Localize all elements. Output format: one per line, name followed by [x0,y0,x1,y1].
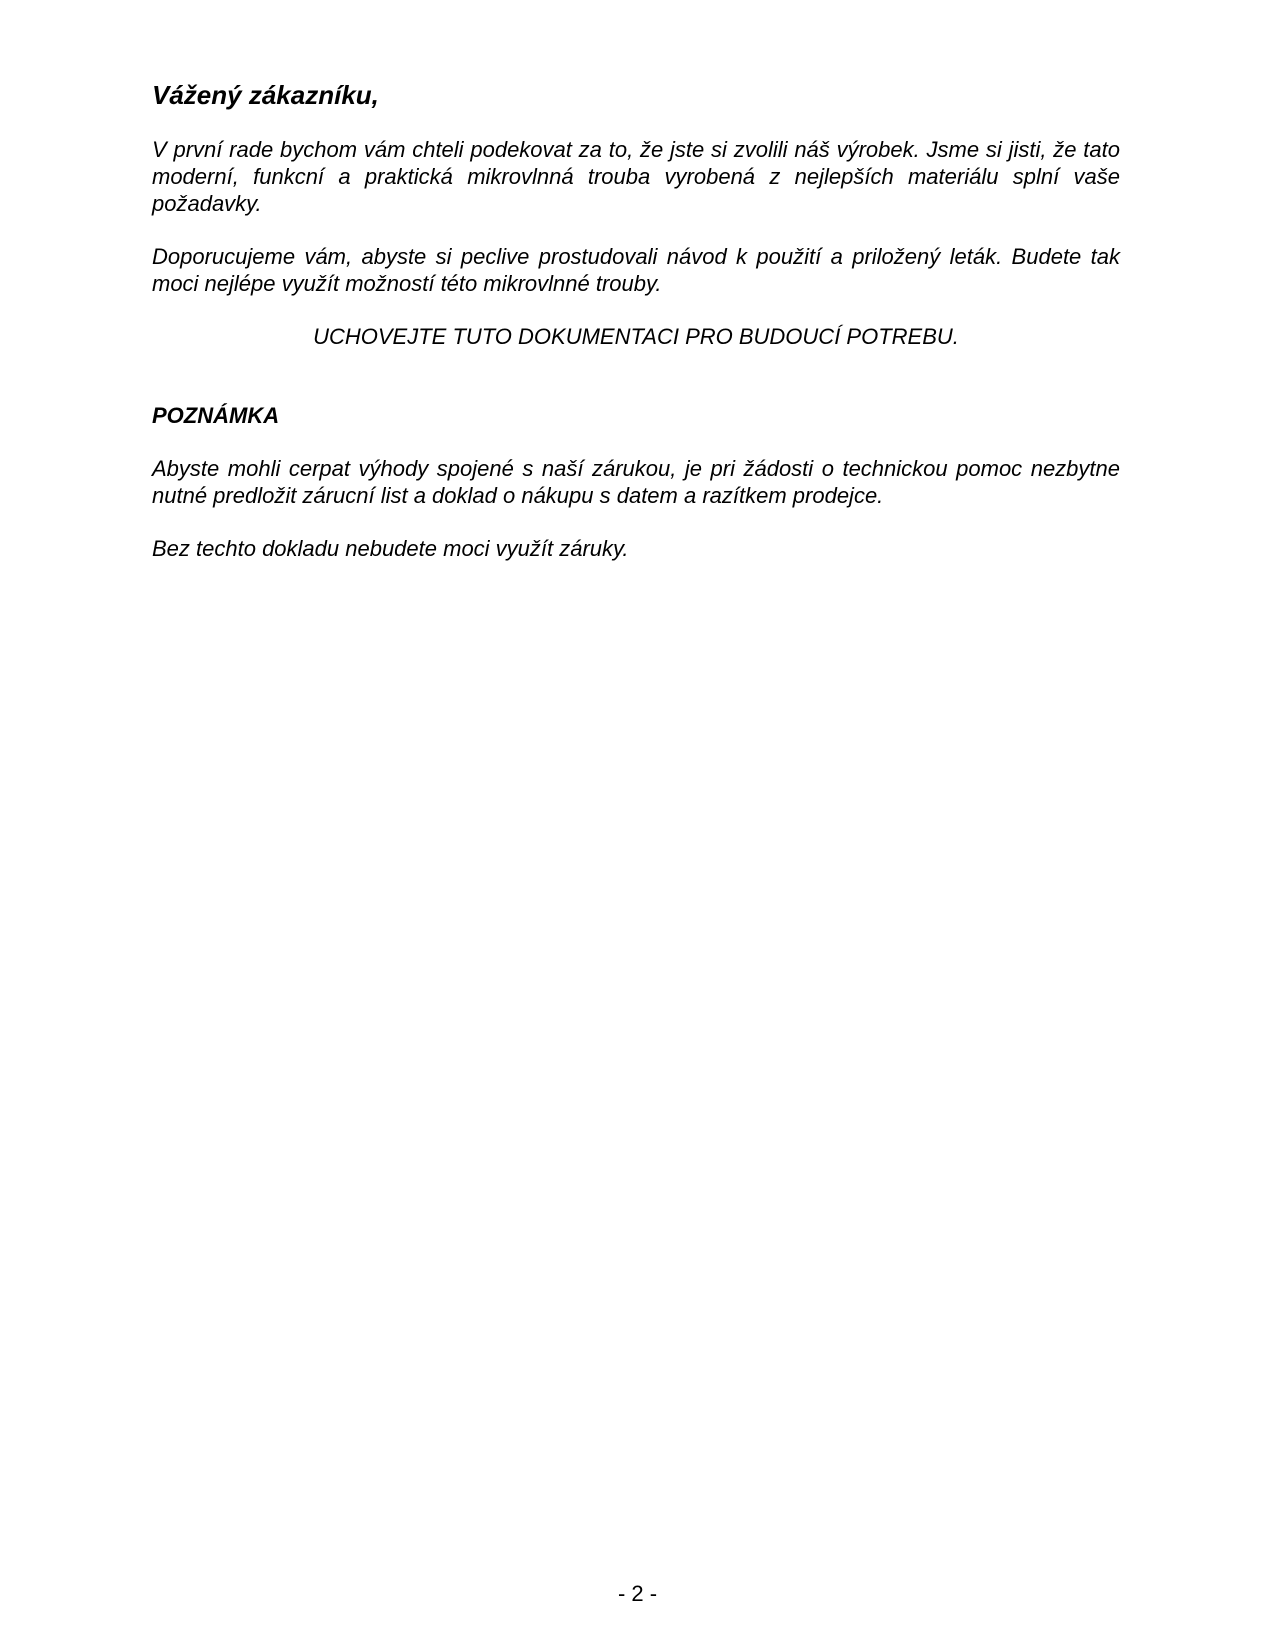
keep-documentation-notice: UCHOVEJTE TUTO DOKUMENTACI PRO BUDOUCÍ POTREBU. [313,324,959,349]
note-heading: POZNÁMKA [152,403,280,428]
intro-paragraph: V první rade bychom vám chteli podekovat za to, že jste si zvolili náš výrobek. Jsme si jisti, že tato moderní, funkcní a praktická mikrovlnná trouba vyrobená z nejlepších materiálu splní vaše požadavky. [152,137,1120,216]
warranty-requirement-paragraph: Bez techto dokladu nebudete moci využít záruky. [152,536,629,561]
recommendation-paragraph: Doporucujeme vám, abyste si peclive prostudovali návod k použití a priložený leták. Budete tak moci nejlépe využít možností této mikrovlnné trouby. [152,244,1120,296]
warranty-paragraph: Abyste mohli cerpat výhody spojené s naší zárukou, je pri žádosti o technickou pomoc nezbytne nutné predložit zárucní list a doklad o nákupu s datem a razítkem prodejce. [152,456,1120,508]
page-content [152,78,1120,588]
greeting-heading: Vážený zákazníku, [152,80,379,110]
page-number: - 2 - [617,1581,658,1606]
